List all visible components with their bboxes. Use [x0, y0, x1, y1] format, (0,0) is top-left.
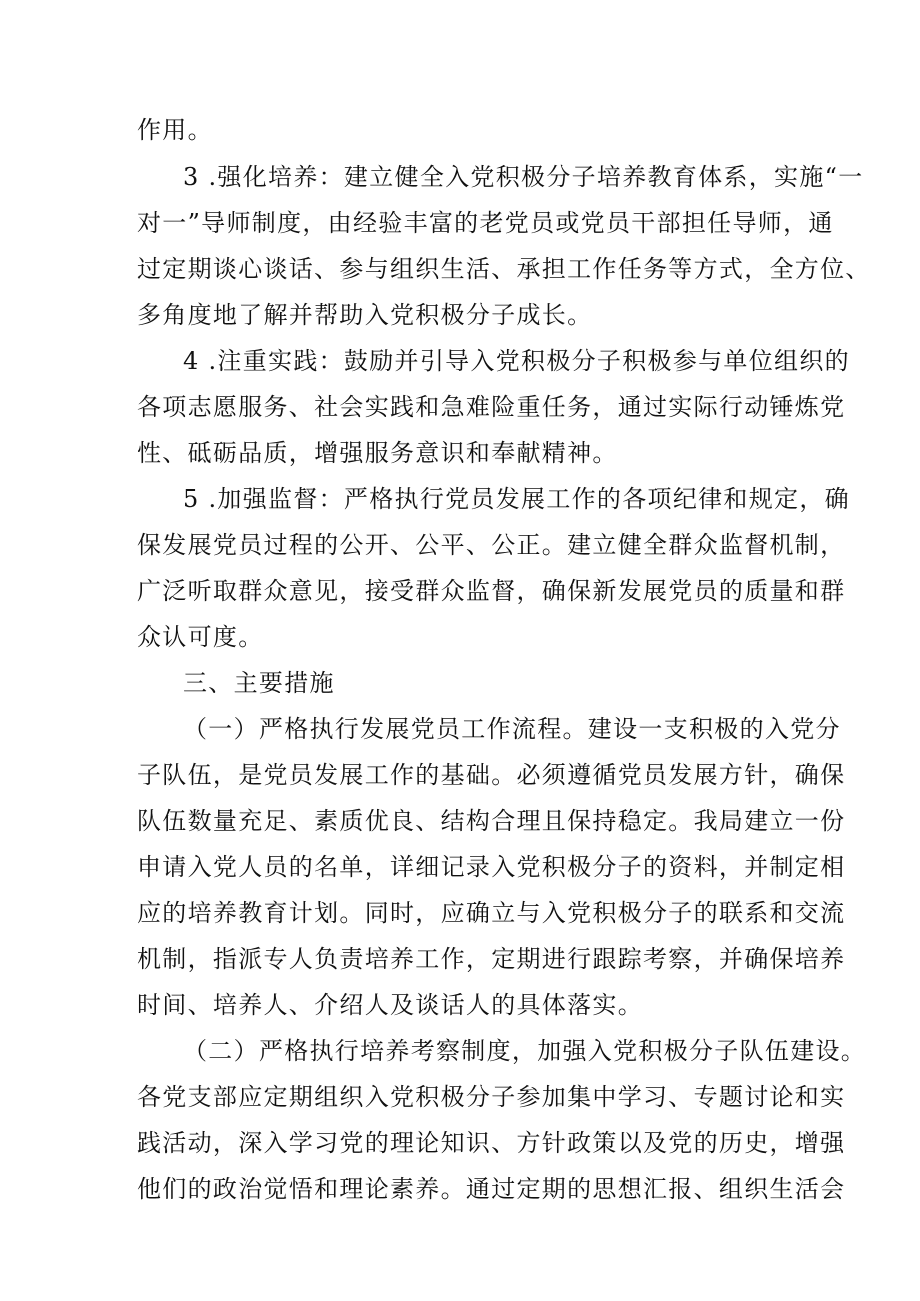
text-line: 践活动，深入学习党的理论知识、方针政策以及党的历史，增强 — [137, 1129, 846, 1157]
text-line: 各党支部应定期组织入党积极分子参加集中学习、专题讨论和实 — [137, 1083, 846, 1111]
text-line: （一）严格执行发展党员工作流程。建设一支积极的入党分 — [183, 715, 841, 743]
text-line: 作用。 — [137, 116, 213, 144]
text-line: 队伍数量充足、素质优良、结构合理且保持稳定。我局建立一份 — [137, 807, 846, 835]
text-line: 机制，指派专人负责培养工作，定期进行跟踪考察，并确保培养 — [137, 945, 846, 973]
text-line: 他们的政治觉悟和理论素养。通过定期的思想汇报、组织生活会 — [137, 1175, 846, 1203]
text-line: 时间、培养人、介绍人及谈话人的具体落实。 — [137, 991, 643, 1019]
text-line: 4 .注重实践：鼓励并引导入党积极分子积极参与单位组织的 — [183, 347, 850, 375]
text-line: 广泛听取群众意见，接受群众监督，确保新发展党员的质量和群 — [137, 577, 846, 605]
heading-line: 三、主要措施 — [183, 669, 335, 697]
text-line: 保发展党员过程的公开、公平、公正。建立健全群众监督机制， — [137, 531, 846, 559]
text-line: 3 .强化培养：建立健全入党积极分子培养教育体系，实施“一 — [183, 163, 864, 191]
text-line: 多角度地了解并帮助入党积极分子成长。 — [137, 301, 593, 329]
text-line: 子队伍，是党员发展工作的基础。必须遵循党员发展方针，确保 — [137, 761, 846, 789]
text-line: 性、砥砺品质，增强服务意识和奉献精神。 — [137, 439, 618, 467]
text-line: 对一”导师制度，由经验丰富的老党员或党员干部担任导师，通 — [137, 209, 834, 237]
text-line: 过定期谈心谈话、参与组织生活、承担工作任务等方式，全方位、 — [137, 255, 871, 283]
text-line: 申请入党人员的名单，详细记录入党积极分子的资料，并制定相 — [137, 853, 846, 881]
text-line: 众认可度。 — [137, 623, 264, 651]
text-line: 应的培养教育计划。同时，应确立与入党积极分子的联系和交流 — [137, 899, 846, 927]
text-line: 5 .加强监督：严格执行党员发展工作的各项纪律和规定，确 — [183, 485, 850, 513]
text-line: （二）严格执行培养考察制度，加强入党积极分子队伍建设。 — [183, 1037, 867, 1065]
text-line: 各项志愿服务、社会实践和急难险重任务，通过实际行动锤炼党 — [137, 393, 846, 421]
